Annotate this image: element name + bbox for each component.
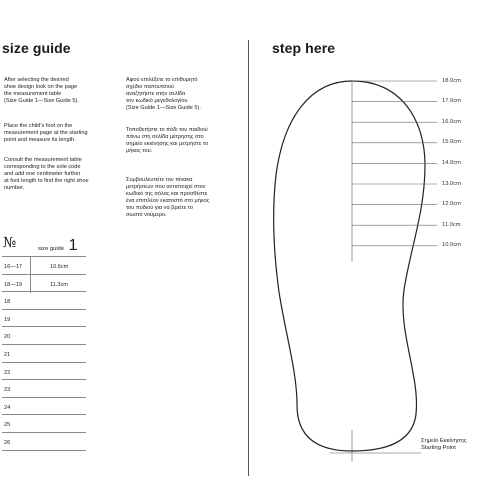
table-row-size: 10.6cm	[50, 264, 69, 270]
measure-label: 14.0cm	[442, 159, 462, 166]
table-row-number: 23	[4, 387, 11, 394]
size-guide-number: 1	[68, 237, 78, 254]
table-row-size: 11.3cm	[50, 281, 68, 288]
en-paragraph-3: Consult the measurement table corresponding to the sole code and add one centimeter further at foot length to find the right shoe number.	[4, 157, 89, 191]
measure-label: 17.0cm	[442, 98, 462, 105]
size-guide-label: size guide	[38, 246, 65, 252]
size-guide-title: size guide	[2, 40, 71, 56]
measure-label: 18.0cm	[442, 77, 462, 84]
measure-label: 16.0cm	[442, 118, 462, 125]
measure-label: 10.0cm	[442, 242, 462, 249]
measure-label: 12.0cm	[442, 201, 462, 208]
table-row-number: 24	[4, 404, 11, 411]
table-row-number: 22	[4, 369, 11, 376]
measure-label: 15.0cm	[442, 139, 462, 146]
gr-paragraph-3: Συμβουλευτείτε τον πίνακα μετρήσεων που αντιστοιχεί στον κωδικό της σόλας και προσθέστε ένα επιπλέον εκατοστό στο μήκος του ποδιού για να βρείτε το σωστό νούμερο.	[126, 177, 210, 218]
table-row-number: 16—17	[4, 264, 23, 270]
table-row-number: 19	[4, 316, 11, 323]
measure-label: 13.0cm	[442, 180, 462, 187]
table-row-number: 18	[4, 299, 11, 306]
table-row-number: 25	[4, 422, 11, 429]
step-here-title: step here	[272, 40, 336, 56]
en-paragraph-1: After selecting the desired shoe design look on the page the measurement table (Size Guide 1—Size Guide 5).	[4, 77, 79, 104]
table-row-number: 21	[4, 352, 11, 358]
en-paragraph-2: Place the child's foot on the measurement page at the starting point and measure its length.	[4, 123, 88, 143]
foot-outline-path	[274, 81, 425, 451]
table-row-number: 18—19	[4, 281, 23, 288]
starting-point-en: Starting Point	[421, 445, 456, 452]
measure-label: 11.0cm	[442, 221, 461, 228]
gr-paragraph-1: Αφού επιλέξετε το επιθυμητό σχέδιο παπουτσιού αναζητήστε στην σελίδα τον κωδικό μεγεθολογίου (Size Guide 1—Size Guide 5).	[126, 77, 201, 111]
starting-point-label	[421, 438, 467, 452]
gr-paragraph-2: Τοποθετήστε το πόδι του παιδιού πάνω στη σελίδα μέτρησης στο σημείο εκκίνησης και μετρήστε το μήκος του.	[126, 127, 209, 154]
table-row-number: 26	[4, 440, 11, 446]
table-row-number: 20	[4, 334, 11, 341]
table-header-number: №	[3, 235, 17, 251]
starting-point-gr: Σημείο Εκκίνησης	[421, 438, 467, 444]
